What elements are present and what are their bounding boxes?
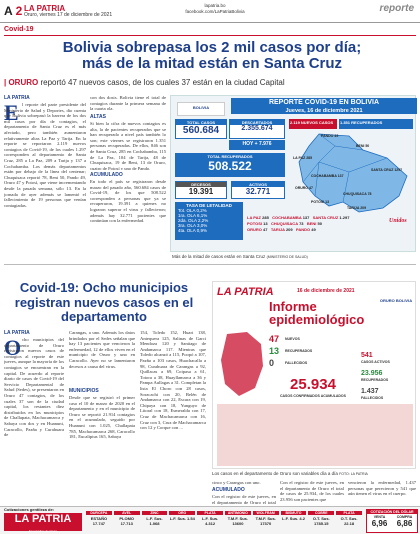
story2-tail-1: cinco y Carangas con uno. [212,480,261,485]
infographic-title: REPORTE COVID-19 EN BOLIVIA Jueves, 16 de diciembre 2021 [231,98,417,114]
story-column-2c: En todo el país se registraron desde marzo del pasado año, 560.684 casos de Covid-19, de los que 508.522 corresponden a personas que ya se recuperaron, 19.391 a quienes no lograron superar el virus y fallecieron; además hay 32.771 pacientes que continúan con la enfermedad. [90,179,166,224]
ministry-logo: BOLIVIA [177,102,225,116]
quote-item: WOLFRAM T.M.F. Sus. 17370 [253,511,279,531]
total-confirmed-value: 25.934 [290,376,336,393]
total-recovered-box: TOTAL RECUPERADOS 508.522 [175,153,285,177]
report-date: 16 de diciembre de 2021 [297,288,355,294]
today-tests: HOY + 7.976 [229,140,285,150]
report-region: ORURO BOLIVIA [379,298,413,303]
column-subhead-4: ACUMULADO [212,487,245,493]
issue-date: Oruro, viernes 17 de diciembre de 2021 [24,12,113,18]
deaths-acc-label: FALLECIDOS [361,396,384,400]
story-divider [4,264,416,265]
story2-tail-3: vencieron la enfermedad, 1.437 personas que perecieron y 541 que aún tienen el virus en el cuerpo. [348,480,416,497]
map-label-tarija: TARIJA 209 [347,206,367,210]
drop-cap-2: O [4,335,22,360]
map-label-cochabamba: COCHABAMBA 137 [311,174,344,178]
total-cases-box: TOTAL CASOS 560.684 [175,119,227,139]
story2-column-3: 154, Toledo 152, Huari 138, Antequera 125, Salinas de Garci Mendoza 120 y Santiago de Andamarca 117. Mientras que Toledo alcanzó a 115, Poopó a 107, Pazña a 103 casos, Huachacalla a 98, Curahuara de Carangas a 92, Quillacas a 69, Coipasa a 61, Totora a 38, Huayllamarca a 36 y Pampa Aullagas a 31. Completan la lista El Choro con 28 casos, Soracachi con 20, Belén de Andamarca con 22, Escara con 19, Chipaya con 18, Yunguyo de Litoral con 18, Esmeralda con 17, Cruz de Machacamarca con 16, Cruz con 3, Cruz de Machacamarca con 12 y Corque con ... [140,330,206,431]
drop-cap: E [4,100,19,125]
map-label-santacruz: SANTA CRUZ 1297 [371,168,403,172]
dollar-rate-box: COTIZACIÓN DEL DÓLAR VENTA 6,96 COMPRA 6,86 [366,509,418,533]
report-brand: LA PATRIA [217,286,274,298]
header-divider [0,22,420,23]
oruro-epidemiological-report [212,281,416,469]
covid-bolivia-infographic [170,95,416,252]
map-label-lapaz: LA PAZ 285 [293,156,313,160]
story2-tail-2: Con el registro de este jueves, en el departamento de Oruro el total [212,494,276,505]
story2-tail-2b: Con el registro de este jueves, en el departamento de Oruro el total de casos de 25.934, de los cuales 23.956 son pacientes que [280,480,344,502]
headline-2: Covid-19: Ocho municipios registran nuevos casos en el departamento [14,280,194,324]
quote-item: ANTIMONIO T.M.F. Sus. 13600 [225,511,251,531]
story-column-1: l reporte del parte presidente del Ministerio de Salud y Deportes, dio cuenta que Bolivia sobrepasó la barrera de los dos mil casos por día de contagios, el departamento de Santa Cruz es el más afectado, pero también aumentaron relativamente altas La Paz y Tarija. En la reporte se reportaron 2.119 nuevos contagios de Covid-19, de los cuales 1.297 corresponden al departamento de Santa Cruz, 285 a La Paz, 209 a Tarija y 137 a Cochabamba. Los demás departamentos están por debajo de la línea del centenar; Chuquisaca reportó 78, Beni 50, Pando 49, Oruro 47 y Potosí, que viene incrementando desde la pasada semana, sólo 13. En la jornada de ayer además se lamentó el fallecimiento de 19 personas que venían contagiadas. [4,102,86,208]
oruro-map [217,330,267,400]
column-subhead-3: MUNICIPIOS [69,388,99,394]
discarded-box: DESCARTADOS 2.355.674 [229,119,285,139]
recovered-label: RECUPERADOS [285,349,313,353]
deaths-acc-value: 1.437 [361,388,379,395]
quotes-title: Cotizaciones gentileza de: [4,507,55,512]
infographic2-caption: Los casos en el departamento de Oruro son variables día a día FOTO: LA PATRIA [212,471,368,476]
quote-item: PLATA L.F. Sus. 4.312 [197,511,223,531]
story-column-2b: Si bien la cifra de nuevos contagios es alta, la de pacientes recuperados que se han recuperado a nivel país también lo son; este viernes se registraron 1.351 personas recuperadas. De ellos, 846 son de Santa Cruz, 285 en Cochabamba, 115 de La Paz, 104 de Tarija, 48 de Chuquisaca, 19 de Beni, 13 de Oruro, cuatro de Potosí y uno de Pando. [90,121,166,170]
deaths-label: FALLECIDOS [285,361,308,365]
story-column-2a: con dos dosis. Bolivia tiene el total de contagios durante la primera semana de la cuarta ola. [90,95,166,112]
active-value: 541 [361,352,373,359]
story-tag: Covid-19 [4,26,34,33]
sponsor-logo: LA PATRIA El periódico de Oruro [4,513,82,531]
infographic-caption: Más de la mitad de casos están en Santa Cruz (MINISTERIO DE SALUD) [172,254,308,259]
headline: Bolivia sobrepasa los 2 mil casos por día; más de la mitad están en Santa Cruz [62,39,362,72]
report-title: Informe epidemiológico [269,299,365,327]
quote-item: DURCEPA ESTAÑO 17.747 [86,511,112,531]
report-illustration [217,404,413,466]
bolivia-map [289,132,413,214]
story2-column-2b: Desde que se registró el primer caso el 10 de marzo de 2020 en el departamento y en el municipio de Oruro se reportó 21.914 contagios en el acumulado, seguido por Huanuni con 1.025, Challapata 785, Machacamarca 268, Caracollo 181, Eucaliptus 165, Sabaya [69,395,135,440]
active-label: CASOS ACTIVOS [361,360,390,364]
byline-2: LA PATRIA [4,330,30,336]
quote-item: COBRE O.T. Sus. 1785.15 [308,511,334,531]
department-table: LA PAZ 285 COCHABAMBA 137 SANTA CRUZ 1.297 POTOSI 13 CHUQUISACA 73 BENI 50 ORURO 47 TARIJA 209 PANDO 49 [247,215,350,232]
new-cases-badge: 2.119 NUEVOS CASOS [289,119,337,129]
story2-column-2a: Carangas, a uno. Además los datos brindados por el Sedes señalan que hay 13 pacientes que vencieron la enfermedad, 12 de ellos viven en el municipio de Oruro y uno en Caracollo. Ayer no se lamentaron decesos a causa del virus. [69,330,135,369]
deaths-value: 0 [269,358,275,368]
byline: LA PATRIA [4,95,30,101]
campaign-logo: Unidos [389,218,407,224]
quote-item: PLATA O.T. Sus. 22.18 [336,511,362,531]
section-name: reporte [379,3,414,14]
masthead-brand: LA PATRIA [24,4,66,13]
recovered-badge: 1.351 RECUPERADOS [339,119,413,129]
page-header [0,0,420,28]
map-label-chuquisaca: CHUQUISACA 78 [343,192,372,196]
quote-item: BISMUTO L.F. Sus. 4.2 [282,511,305,521]
page-number: A 2 [4,4,23,18]
map-label-potosi: POTOSI 13 [311,200,330,204]
column-subhead-2: ACUMULADO [90,172,123,178]
market-quotes-footer [0,506,420,534]
web-links [175,3,255,15]
recovered-value: 13 [269,346,280,356]
new-cases-value: 47 [269,334,280,344]
website-link[interactable]: lapatria.bo [204,3,226,8]
column-subhead: ALTAS [90,114,106,120]
quotes-row [86,511,362,531]
map-label-beni: BENI 50 [356,144,370,148]
map-label-pando: PANDO 49 [321,134,339,138]
new-cases-label: NUEVOS [285,337,300,341]
map-label-oruro: ORURO 47 [295,186,313,190]
active-box: ACTIVOS 32.771 [231,181,285,199]
quote-item: AVEL PLOMO 17.713 [114,511,140,531]
recovered-acc-value: 23.956 [361,370,383,377]
facebook-link[interactable]: facebook.com/LaPatriaBolivia [185,9,245,14]
quote-item: ORO L.F. Sus. 1.54 [169,511,195,521]
story2-column-1: cho municipios del departamento de Oruro registraron nuevos casos de contagios al reporte de este jueves, aunque la mayoría de los contagios se encuentran en la capital. De acuerdo al reporte diario de casos de Covid-19 del Servicio Departamental de Salud (Sedes), se presentaron en Oruro 47 contagios, de los cuales 37 son de la ciudad capital, los restantes diez distribuidos en los municipios de Challapata, Machacamarca y Sabaya con dos y en Huanuni, Caracollo, Pazña y Curahuara de [4,337,64,438]
subheadline: | ORURO reportó 47 nuevos casos, de los cuales 37 están en la ciudad Capital [4,78,285,87]
deaths-box: DECESOS 19.391 [175,181,227,199]
tag-rule [4,35,416,36]
quote-item: ZINC L.F. Sus. 1.068 [142,511,168,531]
recovered-acc-label: RECUPERADOS [361,378,389,382]
lethality-rate-panel: TASA DE LETALIDAD Tot. OLA 0,2% 1ra. OLA 6,1% 2da. OLA 2,2% 3ra. OLA 3,0% 4ta. OLA 0,9% [175,202,243,240]
total-confirmed-label: CASOS CONFIRMADOS ACUMULADOS [280,394,346,398]
